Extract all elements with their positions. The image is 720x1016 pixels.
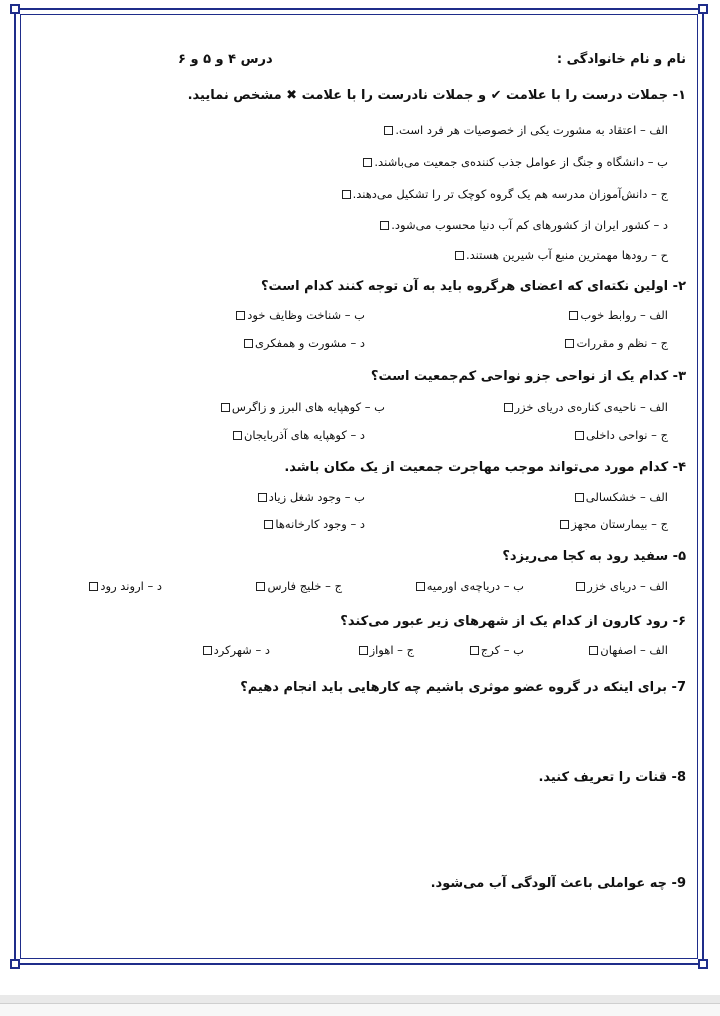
- q5-option-d[interactable]: د – اروند رود: [87, 579, 162, 593]
- border-corner: [698, 4, 708, 14]
- answer-checkbox[interactable]: [380, 221, 389, 230]
- option-checkbox[interactable]: [244, 339, 253, 348]
- option-checkbox[interactable]: [203, 646, 212, 655]
- answer-checkbox[interactable]: [455, 251, 464, 260]
- option-checkbox[interactable]: [233, 431, 242, 440]
- option-checkbox[interactable]: [470, 646, 479, 655]
- q3-option-c[interactable]: ج – نواحی داخلی: [573, 428, 668, 442]
- q3-option-b[interactable]: ب – کوهپایه های البرز و زاگرس: [219, 400, 385, 414]
- option-checkbox[interactable]: [576, 582, 585, 591]
- q2-option-d[interactable]: د – مشورت و همفکری: [242, 336, 365, 350]
- option-checkbox[interactable]: [589, 646, 598, 655]
- answer-checkbox[interactable]: [342, 190, 351, 199]
- q3-option-d[interactable]: د – کوهپایه های آذربایجان: [231, 428, 365, 442]
- question-9-title: 9- چه عواملی باعث آلودگی آب می‌شود.: [430, 876, 686, 891]
- student-name-label: نام و نام خانوادگی :: [556, 52, 686, 67]
- option-checkbox[interactable]: [575, 431, 584, 440]
- option-checkbox[interactable]: [359, 646, 368, 655]
- q5-option-a[interactable]: الف – دریای خزر: [574, 579, 668, 593]
- option-checkbox[interactable]: [560, 520, 569, 529]
- answer-checkbox[interactable]: [384, 126, 393, 135]
- q5-option-b[interactable]: ب – دریاچه‌ی اورمیه: [414, 579, 524, 593]
- q4-option-b[interactable]: ب – وجود شغل زیاد: [256, 490, 365, 504]
- question-3-title: ۳- کدام یک از نواحی جزو نواحی کم‌جمعیت است؟: [370, 369, 686, 384]
- q6-option-d[interactable]: د – شهرکرد: [201, 643, 270, 657]
- cross-mark-icon: ✖: [286, 88, 298, 103]
- question-8-title: 8- قنات را تعریف کنید.: [538, 770, 686, 785]
- lesson-label: درس ۴ و ۵ و ۶: [178, 52, 273, 67]
- q1-item-a: الف – اعتقاد به مشورت یکی از خصوصیات هر فرد است.: [382, 123, 668, 137]
- question-2-title: ۲- اولین نکته‌ای که اعضای هرگروه باید به آن توجه کنند کدام است؟: [261, 279, 686, 294]
- q1-item-b: ب – دانشگاه و جنگ از عوامل جذب کننده‌ی جمعیت می‌باشند.: [361, 155, 668, 169]
- option-checkbox[interactable]: [89, 582, 98, 591]
- question-1-title-part2: و جملات نادرست را با علامت: [301, 88, 487, 103]
- q4-option-a[interactable]: الف – خشکسالی: [573, 490, 668, 504]
- q2-option-c[interactable]: ج – نظم و مقررات: [563, 336, 668, 350]
- answer-checkbox[interactable]: [363, 158, 372, 167]
- option-checkbox[interactable]: [236, 311, 245, 320]
- q6-option-a[interactable]: الف – اصفهان: [587, 643, 668, 657]
- border-corner: [10, 959, 20, 969]
- q4-option-d[interactable]: د – وجود کارخانه‌ها: [262, 517, 365, 531]
- option-checkbox[interactable]: [264, 520, 273, 529]
- border-corner: [698, 959, 708, 969]
- question-5-title: ۵- سفید رود به کجا می‌ریزد؟: [502, 549, 686, 564]
- option-checkbox[interactable]: [569, 311, 578, 320]
- option-checkbox[interactable]: [416, 582, 425, 591]
- question-1-title-part3: مشخص نمایید.: [187, 88, 282, 103]
- q6-option-b[interactable]: ب – کرج: [468, 643, 524, 657]
- q3-option-a[interactable]: الف – ناحیه‌ی کناره‌ی دریای خزر: [502, 400, 669, 414]
- q5-option-c[interactable]: ج – خلیج فارس: [254, 579, 342, 593]
- question-1-title: [188, 88, 686, 103]
- q6-option-c[interactable]: ج – اهواز: [357, 643, 414, 657]
- question-4-title: ۴- کدام مورد می‌تواند موجب مهاجرت جمعیت از یک مکان باشد.: [284, 460, 686, 475]
- q1-item-d: د – کشور ایران از کشورهای کم آب دنیا محسوب می‌شود.: [378, 218, 668, 232]
- question-6-title: ۶- رود کارون از کدام یک از شهرهای زیر عبور می‌کند؟: [340, 614, 686, 629]
- next-page-edge: [0, 1003, 720, 1016]
- border-corner: [10, 4, 20, 14]
- option-checkbox[interactable]: [504, 403, 513, 412]
- q2-option-a[interactable]: الف – روابط خوب: [567, 308, 668, 322]
- option-checkbox[interactable]: [258, 493, 267, 502]
- question-7-title: 7- برای اینکه در گروه عضو موثری باشیم چه کارهایی باید انجام دهیم؟: [240, 680, 686, 695]
- q1-item-c: ج – دانش‌آموزان مدرسه هم یک گروه کوچک تر را تشکیل می‌دهند.: [340, 187, 668, 201]
- question-1-title-part1: ۱- جملات درست را با علامت: [506, 88, 686, 103]
- option-checkbox[interactable]: [256, 582, 265, 591]
- q4-option-c[interactable]: ج – بیمارستان مجهز: [558, 517, 668, 531]
- q2-option-b[interactable]: ب – شناخت وظایف خود: [234, 308, 365, 322]
- check-mark-icon: ✔: [490, 88, 502, 103]
- q1-item-h: ح – رودها مهمترین منبع آب شیرین هستند.: [453, 248, 668, 262]
- option-checkbox[interactable]: [575, 493, 584, 502]
- option-checkbox[interactable]: [565, 339, 574, 348]
- option-checkbox[interactable]: [221, 403, 230, 412]
